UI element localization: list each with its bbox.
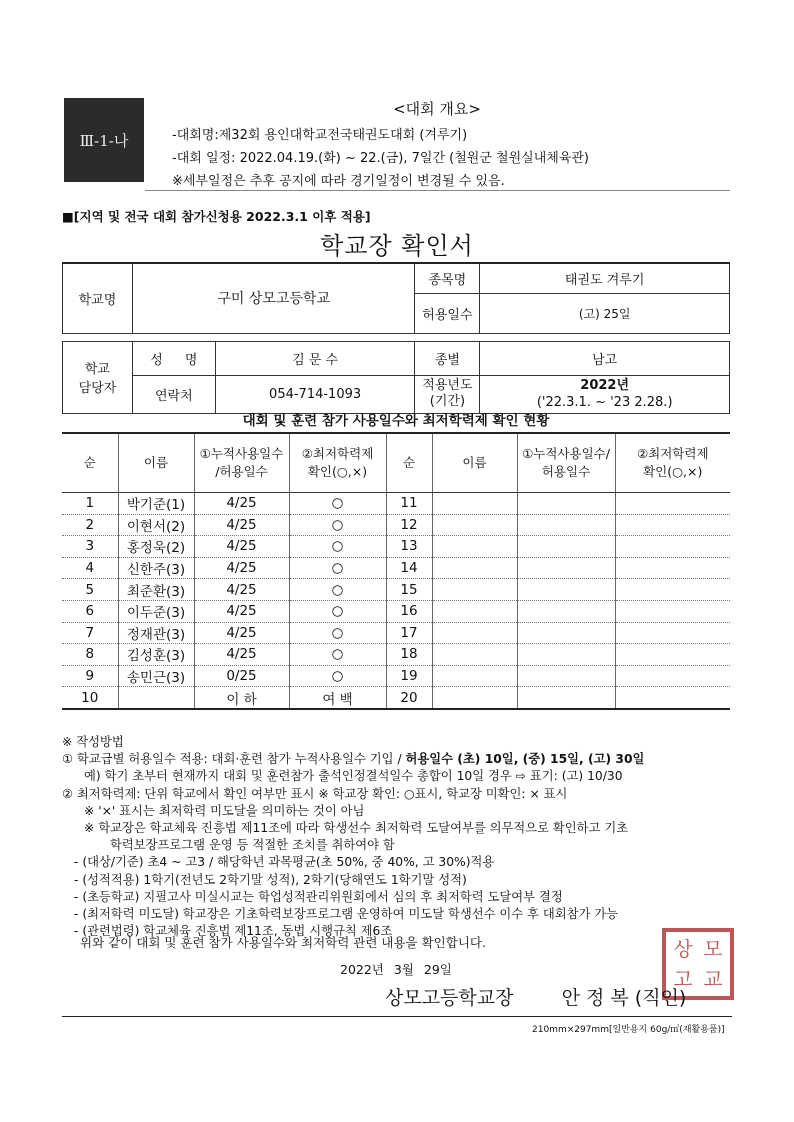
roster-cell-name-r bbox=[432, 579, 517, 601]
roster-cell-days: 4/25 bbox=[194, 579, 289, 601]
roster-cell-days-r bbox=[517, 493, 615, 515]
header-min bbox=[289, 433, 386, 493]
roster-cell-min-r bbox=[615, 536, 730, 558]
header-days-right-1: ①누적사용일수/ bbox=[522, 446, 610, 461]
event-label: 종목명 bbox=[415, 263, 480, 293]
table-row bbox=[62, 557, 730, 579]
gender-label: 종별 bbox=[415, 341, 480, 375]
overview-line-2: -대회 일정: 2022.04.19.(화) ~ 22.(금), 7일간 (철원군 철원실내체육관) bbox=[172, 151, 590, 166]
bullet-3: - (초등학교) 지필고사 미실시교는 학업성적관리위원회에서 심의 후 최저학력 도달여부 결정 bbox=[74, 889, 563, 904]
contact-value: 054-714-1093 bbox=[215, 375, 415, 413]
date-month: 3월 bbox=[393, 962, 414, 977]
seal-char: 고 bbox=[673, 967, 693, 991]
roster-cell-min-r bbox=[615, 557, 730, 579]
roster-cell-days: 4/25 bbox=[194, 493, 289, 515]
note-2: ② 최저학력제: 단위 학교에서 확인 여부만 표시 ※ 학교장 확인: ○표시, 학교장 미확인: × 표시 bbox=[62, 786, 568, 801]
roster-cell-min: 여 백 bbox=[289, 687, 386, 709]
roster-cell-days: 이 하 bbox=[194, 687, 289, 709]
roster-cell-days-r bbox=[517, 579, 615, 601]
signer-school: 상모고등학교장 bbox=[385, 987, 514, 1009]
roster-cell-min-r bbox=[615, 687, 730, 709]
roster-cell-name: 송민근(3) bbox=[118, 665, 194, 687]
header-min-right bbox=[615, 433, 730, 493]
roster-cell-name: 김성훈(3) bbox=[118, 644, 194, 666]
roster-cell-days-r bbox=[517, 687, 615, 709]
roster-cell-min: ○ bbox=[289, 493, 386, 515]
signer bbox=[385, 983, 686, 1010]
roster-cell-no-r: 19 bbox=[386, 665, 432, 687]
bullet-1: - (대상/기준) 초4 ~ 고3 / 해당학년 과목평균(초 50%, 중 40%, 고 30%)적용 bbox=[74, 855, 495, 870]
roster-table bbox=[62, 432, 730, 710]
roster-cell-days-r bbox=[517, 536, 615, 558]
roster-body bbox=[62, 493, 730, 709]
table-row bbox=[62, 514, 730, 536]
name-value: 김 문 수 bbox=[215, 341, 415, 375]
date-day: 29일 bbox=[423, 962, 452, 977]
table-row bbox=[62, 665, 730, 687]
roster-cell-no: 3 bbox=[62, 536, 118, 558]
note-1 bbox=[62, 751, 742, 768]
staff-label bbox=[63, 341, 133, 413]
gender-value: 남고 bbox=[480, 341, 730, 375]
roster-cell-days-r bbox=[517, 514, 615, 536]
section-label: ■[지역 및 전국 대회 참가신청용 2022.3.1 이후 적용] bbox=[62, 209, 371, 224]
roster-cell-no-r: 12 bbox=[386, 514, 432, 536]
roster-cell-min: ○ bbox=[289, 557, 386, 579]
date-year: 2022년 bbox=[340, 962, 384, 977]
roster-cell-days-r bbox=[517, 557, 615, 579]
note-2-b2: 학력보장프로그램 운영 등 적절한 조치를 취하여야 함 bbox=[110, 838, 395, 853]
roster-cell-name-r bbox=[432, 600, 517, 622]
note-2-b1: ※ 학교장은 학교체육 진흥법 제11조에 따라 학생선수 최저학력 도달여부를 의무적으로 확인하고 기초 bbox=[84, 821, 629, 836]
roster-cell-no: 10 bbox=[62, 687, 118, 709]
school-name: 구미 상모고등학교 bbox=[132, 263, 415, 333]
table-row bbox=[62, 600, 730, 622]
overview-line-1: -대회명:제32회 용인대학교전국태권도대회 (겨루기) bbox=[172, 128, 468, 143]
bullet-4: - (최저학력 미도달) 학교장은 기초학력보장프로그램 운영하여 미도달 학생선수 이수 후 대회참가 가능 bbox=[74, 907, 619, 922]
roster-cell-no: 2 bbox=[62, 514, 118, 536]
instructions bbox=[62, 734, 742, 940]
roster-cell-name: 정재관(3) bbox=[118, 622, 194, 644]
roster-cell-no: 6 bbox=[62, 600, 118, 622]
roster-cell-name: 이두준(3) bbox=[118, 600, 194, 622]
overview-title: <대회 개요> bbox=[393, 100, 481, 118]
roster-cell-days-r bbox=[517, 622, 615, 644]
issue-date bbox=[340, 960, 452, 978]
header-days bbox=[194, 433, 289, 493]
roster-cell-no-r: 15 bbox=[386, 579, 432, 601]
paper-spec: 210mm×297mm[일반용지 60g/㎡(재활용품)] bbox=[532, 1025, 725, 1035]
roster-cell-days: 4/25 bbox=[194, 536, 289, 558]
bullet-2: - (성적적용) 1학기(전년도 2학기말 성적), 2학기(당해연도 1학기말 성적) bbox=[74, 872, 467, 887]
roster-cell-min-r bbox=[615, 579, 730, 601]
roster-cell-days-r bbox=[517, 644, 615, 666]
roster-cell-min-r bbox=[615, 622, 730, 644]
table-row bbox=[62, 687, 730, 709]
roster-cell-min-r bbox=[615, 514, 730, 536]
header-min-1: ②최저학력제 bbox=[301, 446, 374, 461]
table-row bbox=[62, 536, 730, 558]
roster-cell-min-r bbox=[615, 600, 730, 622]
document-title: 학교장 확인서 bbox=[320, 232, 474, 260]
roster-cell-min: ○ bbox=[289, 600, 386, 622]
roster-cell-no-r: 20 bbox=[386, 687, 432, 709]
staff-label-1: 학교 bbox=[84, 362, 110, 377]
summary-title: 대회 및 훈련 참가 사용일수와 최저학력제 확인 현황 bbox=[242, 413, 550, 429]
footer-rule bbox=[62, 1016, 732, 1017]
roster-cell-name: 이현서(2) bbox=[118, 514, 194, 536]
year-label-2: (기간) bbox=[429, 394, 466, 409]
roster-cell-days: 4/25 bbox=[194, 557, 289, 579]
seal-char: 상 bbox=[673, 937, 693, 961]
roster-cell-min-r bbox=[615, 644, 730, 666]
note-1-example: 예) 학기 초부터 현재까지 대회 및 훈련참가 출석인정결석일수 총합이 10일 경우 ⇨ 표기: (고) 10/30 bbox=[84, 769, 623, 784]
roster-cell-min-r bbox=[615, 493, 730, 515]
roster-cell-min: ○ bbox=[289, 644, 386, 666]
header-no-right: 순 bbox=[386, 433, 432, 493]
roster-cell-name-r bbox=[432, 622, 517, 644]
roster-cell-min: ○ bbox=[289, 665, 386, 687]
staff-label-2: 담당자 bbox=[78, 381, 117, 396]
roster-cell-days-r bbox=[517, 600, 615, 622]
name-label: 성 명 bbox=[132, 341, 215, 375]
table-row bbox=[62, 493, 730, 515]
signer-name: 안 정 복 bbox=[561, 987, 629, 1009]
note-2-a: ※ '×' 표시는 최저학력 미도달을 의미하는 것이 아님 bbox=[84, 803, 365, 818]
header-days-2: /허용일수 bbox=[215, 464, 268, 479]
allow-value: (고) 25일 bbox=[480, 293, 730, 333]
event-value: 태권도 겨루기 bbox=[480, 263, 730, 293]
roster-cell-name: 최준환(3) bbox=[118, 579, 194, 601]
header-days-1: ①누적사용일수 bbox=[199, 446, 284, 461]
section-tag-text: Ⅲ-1-나 bbox=[79, 131, 129, 150]
header-name: 이름 bbox=[118, 433, 194, 493]
roster-cell-name-r bbox=[432, 557, 517, 579]
roster-cell-no-r: 14 bbox=[386, 557, 432, 579]
roster-cell-no-r: 17 bbox=[386, 622, 432, 644]
header-no: 순 bbox=[62, 433, 118, 493]
notes-heading: ※ 작성방법 bbox=[62, 735, 124, 749]
overview-line-3: ※세부일정은 추후 공지에 따라 경기일정이 변경될 수 있음. bbox=[172, 174, 505, 189]
roster-cell-min: ○ bbox=[289, 536, 386, 558]
header-min-right-1: ②최저학력제 bbox=[636, 446, 709, 461]
confirm-text: 위와 같이 대회 및 훈련 참가 사용일수와 최저학력 관련 내용을 확인합니다. bbox=[80, 935, 486, 950]
allow-label: 허용일수 bbox=[415, 293, 480, 333]
year-label bbox=[415, 375, 480, 413]
roster-cell-name-r bbox=[432, 665, 517, 687]
spacer-row bbox=[63, 333, 730, 341]
roster-cell-no: 7 bbox=[62, 622, 118, 644]
roster-cell-no-r: 18 bbox=[386, 644, 432, 666]
header-days-right bbox=[517, 433, 615, 493]
bullet-5: - (관련법령) 학교체육 진흥법 제11조, 동법 시행규칙 제6조 bbox=[74, 924, 393, 939]
roster-cell-min-r bbox=[615, 665, 730, 687]
roster-cell-no: 4 bbox=[62, 557, 118, 579]
roster-cell-days: 4/25 bbox=[194, 644, 289, 666]
roster-cell-no: 5 bbox=[62, 579, 118, 601]
note-1-text: ① 학교급별 허용일수 적용: 대회·훈련 참가 누적사용일수 기입 / bbox=[62, 752, 406, 767]
roster-cell-name: 박기준(1) bbox=[118, 493, 194, 515]
roster-cell-no-r: 16 bbox=[386, 600, 432, 622]
seal-char: 모 bbox=[703, 937, 723, 961]
header-min-right-2: 확인(○,×) bbox=[643, 464, 703, 479]
roster-cell-min: ○ bbox=[289, 622, 386, 644]
roster-cell-no-r: 11 bbox=[386, 493, 432, 515]
roster-cell-min: ○ bbox=[289, 579, 386, 601]
roster-cell-no: 1 bbox=[62, 493, 118, 515]
roster-cell-days: 4/25 bbox=[194, 514, 289, 536]
signer-seal-label: (직인) bbox=[634, 987, 687, 1009]
roster-cell-name: 신한주(3) bbox=[118, 557, 194, 579]
year-value-cell bbox=[480, 375, 730, 413]
roster-cell-name-r bbox=[432, 536, 517, 558]
seal-char: 교 bbox=[703, 967, 723, 991]
table-row bbox=[62, 579, 730, 601]
roster-cell-days: 4/25 bbox=[194, 622, 289, 644]
overview-divider bbox=[145, 190, 730, 191]
roster-cell-days: 0/25 bbox=[194, 665, 289, 687]
roster-cell-no: 8 bbox=[62, 644, 118, 666]
header-min-2: 확인(○,×) bbox=[307, 464, 368, 479]
roster-cell-name-r bbox=[432, 687, 517, 709]
year-value: 2022년 bbox=[580, 378, 630, 393]
table-row bbox=[62, 644, 730, 666]
school-label: 학교명 bbox=[63, 263, 133, 333]
roster-cell-days-r bbox=[517, 665, 615, 687]
header-days-right-2: 허용일수 bbox=[541, 464, 591, 479]
roster-cell-name-r bbox=[432, 514, 517, 536]
roster-cell-name-r bbox=[432, 644, 517, 666]
roster-cell-name-r bbox=[432, 493, 517, 515]
year-label-1: 적용년도 bbox=[422, 378, 473, 393]
note-1-bold: 허용일수 (초) 10일, (중) 15일, (고) 30일 bbox=[405, 752, 645, 767]
contact-label: 연락처 bbox=[132, 375, 215, 413]
roster-cell-min: ○ bbox=[289, 514, 386, 536]
header-name-right: 이름 bbox=[432, 433, 517, 493]
roster-cell-no-r: 13 bbox=[386, 536, 432, 558]
roster-cell-days: 4/25 bbox=[194, 600, 289, 622]
school-info-table bbox=[62, 262, 730, 414]
year-period: ('22.3.1. ~ '23 2.28.) bbox=[536, 395, 673, 410]
roster-cell-name bbox=[118, 687, 194, 709]
table-row bbox=[62, 622, 730, 644]
roster-cell-name: 홍정욱(2) bbox=[118, 536, 194, 558]
roster-cell-no: 9 bbox=[62, 665, 118, 687]
